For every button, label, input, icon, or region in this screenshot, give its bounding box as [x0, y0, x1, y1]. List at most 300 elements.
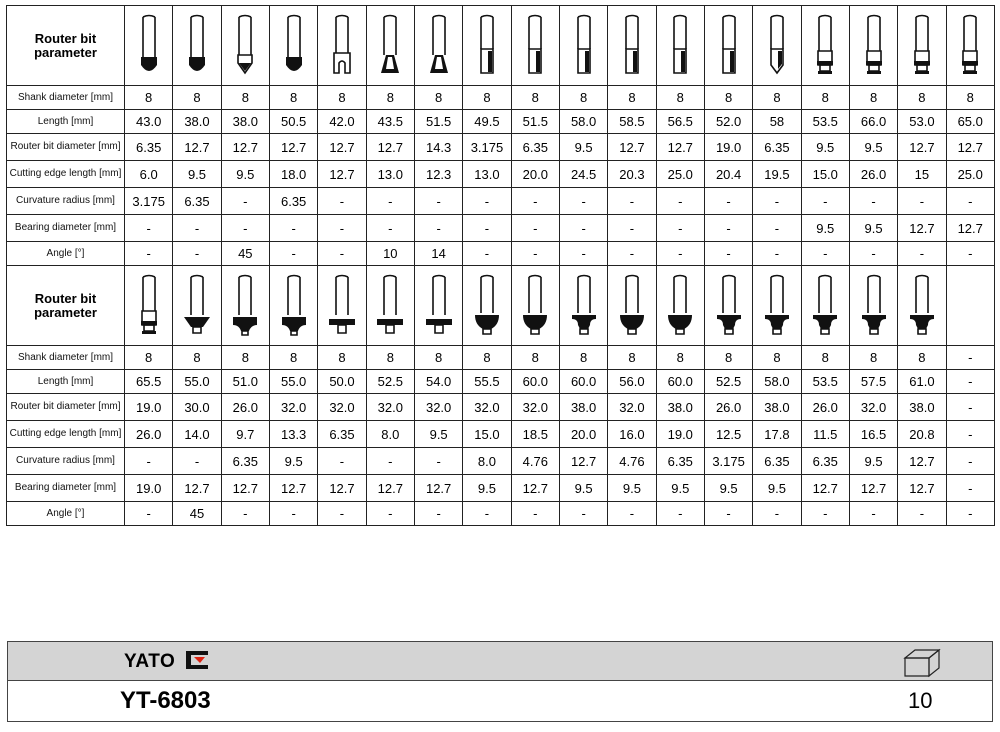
spec-value: 12.7 [898, 215, 946, 242]
bit-cell [656, 6, 704, 86]
spec-value: - [221, 502, 269, 526]
spec-value: 12.7 [269, 134, 317, 161]
spec-value: 16.0 [608, 421, 656, 448]
v-groove-icon [753, 13, 800, 79]
spec-value: 8 [221, 86, 269, 110]
spec-value: - [946, 188, 994, 215]
row-label: Curvature radius [mm] [7, 188, 125, 215]
spec-value: - [125, 242, 173, 266]
spec-value: - [753, 502, 801, 526]
spec-value: - [656, 242, 704, 266]
spec-value: - [318, 242, 366, 266]
spec-value: 18.5 [511, 421, 559, 448]
spec-row [7, 421, 995, 448]
bit-cell [221, 266, 269, 346]
slot-cutter-icon [367, 273, 414, 339]
spec-value: 50.5 [269, 110, 317, 134]
bit-cell [463, 6, 511, 86]
spec-value: 8 [221, 346, 269, 370]
bit-cell [849, 6, 897, 86]
spec-row [7, 110, 995, 134]
spec-value: 12.7 [898, 134, 946, 161]
bit-cell [318, 266, 366, 346]
bit-cell [704, 6, 752, 86]
bit-cell [753, 266, 801, 346]
chamfer-icon [173, 273, 220, 339]
spec-value: - [463, 242, 511, 266]
spec-value: 25.0 [656, 161, 704, 188]
spec-value: 8 [414, 86, 462, 110]
spec-value: 17.8 [753, 421, 801, 448]
footer-brand-bar [7, 641, 993, 681]
spec-value: 8.0 [366, 421, 414, 448]
spec-value: 19.0 [656, 421, 704, 448]
spec-value: 9.7 [221, 421, 269, 448]
spec-value: 65.0 [946, 110, 994, 134]
spec-value: 12.7 [849, 475, 897, 502]
bit-cell [801, 6, 849, 86]
spec-value: 32.0 [366, 394, 414, 421]
spec-value: 14.3 [414, 134, 462, 161]
round-nose-icon [125, 13, 172, 79]
spec-row [7, 134, 995, 161]
spec-value: - [125, 502, 173, 526]
spec-value: 14.0 [173, 421, 221, 448]
ogee-icon [705, 273, 752, 339]
spec-value: 38.0 [559, 394, 607, 421]
spec-value: 32.0 [849, 394, 897, 421]
package-quantity: 10 [908, 688, 933, 713]
spec-value: 3.175 [704, 448, 752, 475]
spec-value: 8 [366, 346, 414, 370]
spec-value: 6.35 [173, 188, 221, 215]
ogee-icon [898, 273, 945, 339]
spec-value: 11.5 [801, 421, 849, 448]
spec-value: 8 [366, 86, 414, 110]
spec-value: 26.0 [704, 394, 752, 421]
row-label: Length [mm] [7, 370, 125, 394]
spec-value: 55.0 [269, 370, 317, 394]
bit-cell [366, 266, 414, 346]
spec-value: 9.5 [608, 475, 656, 502]
ogee-icon [802, 273, 849, 339]
bearing-flush-icon [898, 13, 945, 79]
spec-value: - [318, 502, 366, 526]
spec-value: 8 [269, 346, 317, 370]
spec-value: 53.0 [898, 110, 946, 134]
spec-value: 58.0 [753, 370, 801, 394]
spec-value: 8 [559, 346, 607, 370]
spec-value: - [511, 215, 559, 242]
spec-value: 20.8 [898, 421, 946, 448]
spec-value: 26.0 [849, 161, 897, 188]
spec-value: 56.5 [656, 110, 704, 134]
spec-value: - [414, 502, 462, 526]
spec-value: 6.0 [125, 161, 173, 188]
spec-value: 57.5 [849, 370, 897, 394]
spec-value: 6.35 [656, 448, 704, 475]
spec-value: - [849, 188, 897, 215]
spec-value: 12.7 [898, 448, 946, 475]
spec-value: 32.0 [414, 394, 462, 421]
spec-value: 13.0 [463, 161, 511, 188]
spec-value: 8 [318, 346, 366, 370]
spec-value: 9.5 [559, 134, 607, 161]
spec-value: 3.175 [463, 134, 511, 161]
spec-value: 8 [511, 346, 559, 370]
spec-value: 8 [849, 86, 897, 110]
spec-value: - [221, 188, 269, 215]
spec-value: 8 [318, 86, 366, 110]
spec-value: 8 [849, 346, 897, 370]
spec-value: 13.0 [366, 161, 414, 188]
spec-value: 9.5 [221, 161, 269, 188]
bit-cell [898, 266, 946, 346]
spec-row [7, 370, 995, 394]
router-bit-spec-table [6, 5, 995, 526]
spec-value: 8 [704, 346, 752, 370]
spec-value: - [269, 215, 317, 242]
spec-value: 9.5 [753, 475, 801, 502]
bit-cell [801, 266, 849, 346]
spec-value: 55.5 [463, 370, 511, 394]
bit-cell [269, 6, 317, 86]
spec-value: 8 [511, 86, 559, 110]
spec-value: 58.0 [559, 110, 607, 134]
spec-value: 9.5 [801, 134, 849, 161]
spec-value: - [414, 448, 462, 475]
bit-cell [269, 266, 317, 346]
spec-value: 6.35 [753, 448, 801, 475]
spec-value: 8 [704, 86, 752, 110]
spec-value: - [463, 188, 511, 215]
bearing-flush-icon [947, 13, 994, 79]
spec-value: - [946, 421, 994, 448]
spec-value: - [801, 188, 849, 215]
spec-value: - [946, 448, 994, 475]
spec-value: - [801, 502, 849, 526]
spec-value: - [173, 242, 221, 266]
spec-value: - [898, 502, 946, 526]
spec-row [7, 502, 995, 526]
spec-value: - [704, 188, 752, 215]
spec-value: 9.5 [849, 215, 897, 242]
cove-icon [222, 273, 269, 339]
spec-value: - [125, 448, 173, 475]
bit-cell [125, 6, 173, 86]
straight-icon [512, 13, 559, 79]
spec-value: 8 [801, 86, 849, 110]
row-label: Angle [°] [7, 502, 125, 526]
spec-value: 12.7 [656, 134, 704, 161]
spec-value: 12.7 [173, 134, 221, 161]
spec-value: - [704, 242, 752, 266]
spec-value: 12.7 [269, 475, 317, 502]
spec-value: 65.5 [125, 370, 173, 394]
spec-value: 30.0 [173, 394, 221, 421]
spec-value: - [414, 188, 462, 215]
spec-value: 26.0 [801, 394, 849, 421]
spec-value: 12.5 [704, 421, 752, 448]
spec-value: - [656, 188, 704, 215]
spec-value: 20.0 [511, 161, 559, 188]
spec-value: 8 [173, 346, 221, 370]
spec-value: 15.0 [463, 421, 511, 448]
spec-value: 51.0 [221, 370, 269, 394]
spec-value: 54.0 [414, 370, 462, 394]
bit-icon-row [7, 266, 995, 346]
spec-value: 12.7 [318, 161, 366, 188]
spec-value: 8 [753, 346, 801, 370]
bit-cell [898, 6, 946, 86]
spec-value: 4.76 [608, 448, 656, 475]
spec-value: 6.35 [318, 421, 366, 448]
spec-value: - [173, 215, 221, 242]
ogee-icon [850, 273, 897, 339]
row-label: Length [mm] [7, 110, 125, 134]
spec-value: 9.5 [849, 134, 897, 161]
spec-value: - [366, 502, 414, 526]
spec-value: 58 [753, 110, 801, 134]
spec-value: - [511, 242, 559, 266]
row-label: Cutting edge length [mm] [7, 161, 125, 188]
bit-cell [946, 6, 994, 86]
spec-value: 9.5 [704, 475, 752, 502]
spec-value: 8 [608, 346, 656, 370]
spec-row [7, 448, 995, 475]
spec-value: 10 [366, 242, 414, 266]
header-label: Router bit parameter [7, 6, 125, 86]
spec-value: 16.5 [849, 421, 897, 448]
spec-value: 8 [656, 86, 704, 110]
spec-value: 6.35 [511, 134, 559, 161]
spec-value: 24.5 [559, 161, 607, 188]
spec-value: - [511, 188, 559, 215]
spec-value: 53.5 [801, 370, 849, 394]
ogee-icon [560, 273, 607, 339]
spec-value: 12.7 [221, 134, 269, 161]
spec-value: - [946, 370, 994, 394]
spec-value: 25.0 [946, 161, 994, 188]
row-label: Curvature radius [mm] [7, 448, 125, 475]
spec-value: - [946, 475, 994, 502]
spec-value: 38.0 [656, 394, 704, 421]
spec-value: 42.0 [318, 110, 366, 134]
bit-cell [511, 266, 559, 346]
spec-value: 61.0 [898, 370, 946, 394]
spec-value: 49.5 [463, 110, 511, 134]
spec-value: 9.5 [656, 475, 704, 502]
spec-row [7, 394, 995, 421]
bit-cell [125, 266, 173, 346]
bearing-flush-icon [802, 13, 849, 79]
spec-value: 8 [559, 86, 607, 110]
spec-value: - [946, 502, 994, 526]
ogee-icon [753, 273, 800, 339]
spec-value: 38.0 [221, 110, 269, 134]
spec-value: 9.5 [559, 475, 607, 502]
spec-value: 6.35 [125, 134, 173, 161]
slot-cutter-icon [318, 273, 365, 339]
spec-value: 32.0 [318, 394, 366, 421]
spec-value: 12.7 [366, 475, 414, 502]
spec-value: 9.5 [463, 475, 511, 502]
spec-value: 32.0 [511, 394, 559, 421]
spec-value: - [656, 215, 704, 242]
spec-value: 58.5 [608, 110, 656, 134]
straight-icon [657, 13, 704, 79]
spec-value: 9.5 [269, 448, 317, 475]
spec-value: 12.3 [414, 161, 462, 188]
spec-value: 9.5 [173, 161, 221, 188]
spec-value: - [125, 215, 173, 242]
dovetail-icon [415, 13, 462, 79]
spec-value: - [608, 502, 656, 526]
model-number: YT-6803 [120, 687, 211, 714]
spec-value: - [946, 346, 994, 370]
spec-value: - [414, 215, 462, 242]
row-label: Shank diameter [mm] [7, 346, 125, 370]
spec-value: 12.7 [318, 134, 366, 161]
spec-value: - [221, 215, 269, 242]
spec-row [7, 188, 995, 215]
spec-value: 13.3 [269, 421, 317, 448]
bit-cell [559, 6, 607, 86]
spec-value: 45 [173, 502, 221, 526]
spec-value: 32.0 [269, 394, 317, 421]
spec-value: 8 [463, 86, 511, 110]
row-label: Cutting edge length [mm] [7, 421, 125, 448]
spec-value: - [463, 215, 511, 242]
spec-value: 3.175 [125, 188, 173, 215]
cove-icon [270, 273, 317, 339]
spec-value: 8 [463, 346, 511, 370]
roundover-icon [657, 273, 704, 339]
spec-value: - [753, 242, 801, 266]
spec-value: 26.0 [221, 394, 269, 421]
spec-value: 26.0 [125, 421, 173, 448]
spec-value: 20.3 [608, 161, 656, 188]
row-label: Bearing diameter [mm] [7, 215, 125, 242]
spec-value: 8 [608, 86, 656, 110]
bit-cell [318, 6, 366, 86]
spec-value: 8 [898, 86, 946, 110]
bit-cell [173, 266, 221, 346]
straight-icon [705, 13, 752, 79]
spec-value: - [559, 215, 607, 242]
bit-cell [608, 6, 656, 86]
keyhole-icon [318, 13, 365, 79]
header-label: Router bit parameter [7, 266, 125, 346]
spec-value: - [704, 215, 752, 242]
roundover-icon [512, 273, 559, 339]
spec-row [7, 242, 995, 266]
spec-value: 12.7 [173, 475, 221, 502]
straight-icon [608, 13, 655, 79]
spec-value: - [898, 188, 946, 215]
bit-cell [221, 6, 269, 86]
slot-cutter-icon [415, 273, 462, 339]
v-point-icon [222, 13, 269, 79]
spec-value: - [753, 188, 801, 215]
spec-value: 20.4 [704, 161, 752, 188]
spec-value: 43.5 [366, 110, 414, 134]
spec-value: 50.0 [318, 370, 366, 394]
spec-value: 43.0 [125, 110, 173, 134]
bit-cell [656, 266, 704, 346]
spec-value: 9.5 [801, 215, 849, 242]
spec-value: 8 [125, 346, 173, 370]
bit-cell [608, 266, 656, 346]
spec-value: 8 [125, 86, 173, 110]
spec-value: 4.76 [511, 448, 559, 475]
spec-value: - [318, 215, 366, 242]
spec-value: 6.35 [753, 134, 801, 161]
spec-value: - [946, 394, 994, 421]
spec-value: - [173, 448, 221, 475]
bit-cell [366, 6, 414, 86]
bit-cell [511, 6, 559, 86]
spec-value: - [366, 215, 414, 242]
spec-value: 8 [414, 346, 462, 370]
row-label: Router bit diameter [mm] [7, 394, 125, 421]
spec-value: 56.0 [608, 370, 656, 394]
spec-value: 51.5 [511, 110, 559, 134]
spec-value: 12.7 [221, 475, 269, 502]
spec-value: 12.7 [898, 475, 946, 502]
spec-value: 18.0 [269, 161, 317, 188]
spec-value: - [608, 242, 656, 266]
round-nose-icon [270, 13, 317, 79]
spec-value: 8 [801, 346, 849, 370]
spec-row [7, 346, 995, 370]
dovetail-icon [367, 13, 414, 79]
round-nose-icon [173, 13, 220, 79]
spec-value: - [559, 188, 607, 215]
spec-value: 55.0 [173, 370, 221, 394]
spec-value: - [849, 502, 897, 526]
spec-row [7, 475, 995, 502]
spec-value: - [801, 242, 849, 266]
spec-value: 8 [656, 346, 704, 370]
spec-value: 38.0 [753, 394, 801, 421]
spec-value: 32.0 [608, 394, 656, 421]
package-box-icon [901, 648, 941, 678]
spec-value: - [559, 242, 607, 266]
spec-value: 6.35 [269, 188, 317, 215]
bit-cell [849, 266, 897, 346]
spec-value: 12.7 [511, 475, 559, 502]
spec-value: 19.0 [704, 134, 752, 161]
spec-value: 12.7 [414, 475, 462, 502]
spec-value: 8 [753, 86, 801, 110]
spec-value: 8.0 [463, 448, 511, 475]
spec-value: - [559, 502, 607, 526]
spec-value: - [656, 502, 704, 526]
spec-value: 12.7 [559, 448, 607, 475]
spec-value: - [849, 242, 897, 266]
spec-value: - [318, 448, 366, 475]
roundover-icon [463, 273, 510, 339]
spec-value: - [463, 502, 511, 526]
spec-value: - [608, 215, 656, 242]
spec-value: 12.7 [366, 134, 414, 161]
spec-row [7, 215, 995, 242]
straight-icon [560, 13, 607, 79]
spec-value: 14 [414, 242, 462, 266]
spec-value: 19.0 [125, 475, 173, 502]
spec-value: - [608, 188, 656, 215]
